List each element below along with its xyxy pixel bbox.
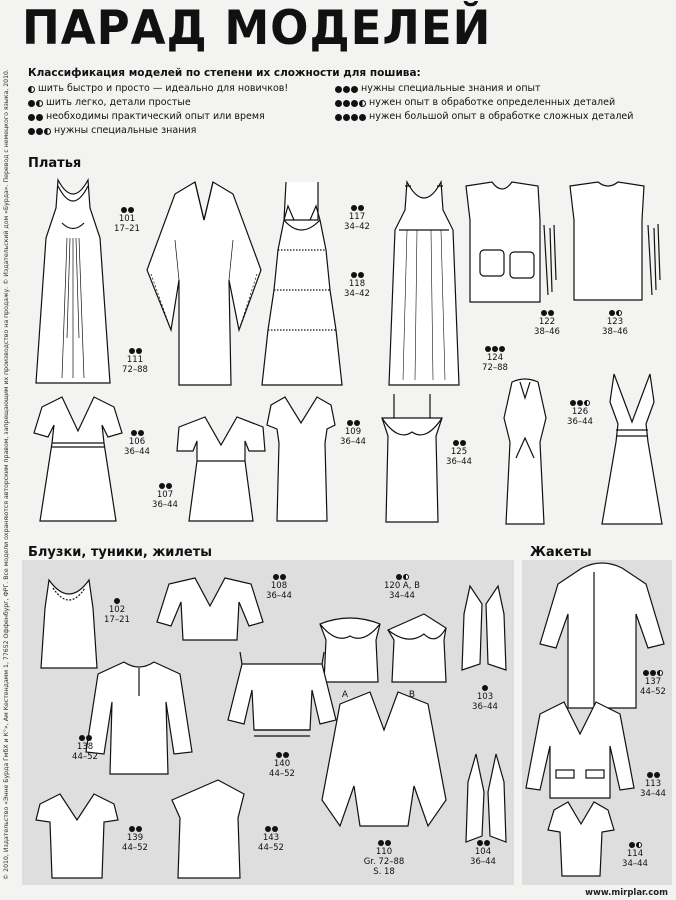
full-dot-icon bbox=[396, 574, 402, 580]
legend-item bbox=[28, 124, 288, 138]
model-number: 125 bbox=[450, 447, 468, 457]
full-dot-icon bbox=[453, 440, 459, 446]
half-dot-icon bbox=[28, 86, 35, 93]
full-dot-icon bbox=[28, 100, 35, 107]
difficulty-dots bbox=[380, 574, 424, 580]
model-tag-109 bbox=[336, 420, 370, 447]
figure-dress-101 bbox=[32, 178, 114, 388]
full-dot-icon bbox=[272, 826, 278, 832]
figure-dress-111 bbox=[145, 180, 263, 390]
difficulty-dots bbox=[335, 86, 358, 93]
full-dot-icon bbox=[273, 574, 279, 580]
full-dot-icon bbox=[643, 670, 649, 676]
full-dot-icon bbox=[351, 272, 357, 278]
difficulty-dots bbox=[120, 430, 154, 436]
full-dot-icon bbox=[609, 310, 615, 316]
legend-text: нужны специальные знания bbox=[54, 125, 197, 136]
full-dot-icon bbox=[629, 842, 635, 848]
figure-top-102 bbox=[35, 578, 103, 673]
full-dot-icon bbox=[335, 86, 342, 93]
full-dot-icon bbox=[647, 772, 653, 778]
figure-tunic-123 bbox=[568, 180, 666, 308]
full-dot-icon bbox=[335, 114, 342, 121]
model-tag-107 bbox=[148, 483, 182, 510]
figure-dress-126-a bbox=[490, 378, 560, 528]
difficulty-dots bbox=[468, 685, 502, 691]
figure-dress-126-b bbox=[596, 372, 668, 528]
model-sizes: 36–44 bbox=[470, 857, 496, 867]
model-sizes: 17–21 bbox=[114, 224, 140, 234]
figure-tunic-110 bbox=[320, 690, 448, 838]
model-tag-104 bbox=[466, 840, 500, 867]
model-tag-126 bbox=[563, 400, 597, 427]
model-number: 103 bbox=[476, 692, 494, 702]
model-extra: S. 18 bbox=[373, 867, 395, 877]
figure-top-139 bbox=[34, 792, 120, 882]
difficulty-dots bbox=[110, 207, 144, 213]
difficulty-dots bbox=[335, 114, 366, 121]
full-dot-icon bbox=[265, 826, 271, 832]
full-dot-icon bbox=[351, 114, 358, 121]
model-sizes: 36–44 bbox=[152, 500, 178, 510]
legend-right bbox=[335, 82, 633, 124]
full-dot-icon bbox=[114, 598, 120, 604]
half-dot-icon bbox=[44, 128, 51, 135]
model-sizes: 34–44 bbox=[640, 789, 666, 799]
model-number: 138 bbox=[76, 742, 94, 752]
difficulty-dots bbox=[340, 205, 374, 211]
model-number: 110 bbox=[375, 847, 393, 857]
model-number: 123 bbox=[606, 317, 624, 327]
model-tag-122 bbox=[530, 310, 564, 337]
model-sizes: 44–52 bbox=[72, 752, 98, 762]
letter-b: B bbox=[408, 690, 416, 700]
full-dot-icon bbox=[650, 670, 656, 676]
model-tag-118 bbox=[340, 272, 374, 299]
model-tag-125 bbox=[442, 440, 476, 467]
figure-dress-125 bbox=[378, 392, 446, 526]
difficulty-dots bbox=[336, 420, 370, 426]
figure-top-120b bbox=[384, 610, 452, 688]
difficulty-dots bbox=[265, 752, 299, 758]
full-dot-icon bbox=[570, 400, 576, 406]
legend-left bbox=[28, 82, 288, 138]
model-number: 126 bbox=[571, 407, 589, 417]
full-dot-icon bbox=[351, 100, 358, 107]
figure-dress-109 bbox=[265, 395, 337, 525]
figure-dress-117 bbox=[258, 180, 346, 392]
full-dot-icon bbox=[131, 430, 137, 436]
figure-blouse-108 bbox=[155, 576, 265, 644]
figure-top-143 bbox=[168, 778, 250, 882]
difficulty-dots bbox=[100, 598, 134, 604]
full-dot-icon bbox=[36, 114, 43, 121]
difficulty-dots bbox=[563, 400, 597, 406]
model-sizes: 36–44 bbox=[567, 417, 593, 427]
model-tag-103 bbox=[468, 685, 502, 712]
full-dot-icon bbox=[482, 685, 488, 691]
model-number: 139 bbox=[126, 833, 144, 843]
full-dot-icon bbox=[79, 735, 85, 741]
difficulty-dots bbox=[636, 772, 670, 778]
model-number: 106 bbox=[128, 437, 146, 447]
full-dot-icon bbox=[347, 420, 353, 426]
legend-text: необходимы практический опыт или время bbox=[46, 111, 265, 122]
difficulty-dots bbox=[598, 310, 632, 316]
model-tag-123 bbox=[598, 310, 632, 337]
model-tag-106 bbox=[120, 430, 154, 457]
figure-dress-107 bbox=[175, 415, 267, 525]
model-tag-117 bbox=[340, 205, 374, 232]
model-number: 109 bbox=[344, 427, 362, 437]
model-sizes: 34–44 bbox=[389, 591, 415, 601]
model-sizes: 34–44 bbox=[622, 859, 648, 869]
model-sizes: 36–44 bbox=[340, 437, 366, 447]
model-number: 122 bbox=[538, 317, 556, 327]
model-tag-114 bbox=[618, 842, 652, 869]
full-dot-icon bbox=[541, 310, 547, 316]
full-dot-icon bbox=[86, 735, 92, 741]
legend-text: шить легко, детали простые bbox=[46, 97, 191, 108]
difficulty-dots bbox=[148, 483, 182, 489]
legend-item bbox=[335, 110, 633, 124]
difficulty-dots bbox=[28, 114, 43, 121]
model-tag-137 bbox=[636, 670, 670, 697]
full-dot-icon bbox=[577, 400, 583, 406]
full-dot-icon bbox=[499, 346, 505, 352]
full-dot-icon bbox=[138, 430, 144, 436]
figure-vest-103 bbox=[458, 584, 510, 674]
model-number: 108 bbox=[270, 581, 288, 591]
model-sizes: 36–44 bbox=[472, 702, 498, 712]
half-dot-icon bbox=[403, 574, 409, 580]
model-number: 120 A, B bbox=[384, 581, 420, 591]
legend-text: нужны специальные знания и опыт bbox=[361, 83, 541, 94]
copyright-vertical: © 2010, Издательство «Энне Бурда ГмбХ и К°», Ам Кестендамм 1, 77652 Оффенбург, ФРГ. Все модели охраняются авторским правом, запрещающим их производство на продажу. © Издательский дом «Бурда». Перевод с немецкого языка, 2010. bbox=[3, 69, 10, 880]
full-dot-icon bbox=[359, 114, 366, 121]
half-dot-icon bbox=[657, 670, 663, 676]
model-number: 117 bbox=[348, 212, 366, 222]
legend-item bbox=[28, 96, 288, 110]
full-dot-icon bbox=[136, 826, 142, 832]
model-number: 140 bbox=[273, 759, 291, 769]
model-tag-138 bbox=[68, 735, 102, 762]
full-dot-icon bbox=[358, 205, 364, 211]
model-sizes: 44–52 bbox=[122, 843, 148, 853]
difficulty-dots bbox=[530, 310, 564, 316]
model-sizes: Gr. 72–88 bbox=[363, 857, 405, 867]
difficulty-dots bbox=[68, 735, 102, 741]
full-dot-icon bbox=[343, 86, 350, 93]
full-dot-icon bbox=[36, 128, 43, 135]
full-dot-icon bbox=[351, 86, 358, 93]
full-dot-icon bbox=[129, 348, 135, 354]
model-sizes: 17–21 bbox=[104, 615, 130, 625]
half-dot-icon bbox=[36, 100, 43, 107]
half-dot-icon bbox=[584, 400, 590, 406]
figure-tunic-122 bbox=[462, 180, 560, 310]
model-number: 124 bbox=[486, 353, 504, 363]
full-dot-icon bbox=[28, 114, 35, 121]
full-dot-icon bbox=[276, 752, 282, 758]
difficulty-dots bbox=[478, 346, 512, 352]
full-dot-icon bbox=[477, 840, 483, 846]
model-tag-140 bbox=[265, 752, 299, 779]
full-dot-icon bbox=[485, 346, 491, 352]
difficulty-dots bbox=[362, 840, 406, 846]
model-tag-108 bbox=[262, 574, 296, 601]
section-title-jackets: Жакеты bbox=[530, 545, 592, 560]
model-number: 102 bbox=[108, 605, 126, 615]
model-sizes: 44–52 bbox=[269, 769, 295, 779]
difficulty-dots bbox=[28, 128, 51, 135]
model-tag-113 bbox=[636, 772, 670, 799]
figure-dress-124 bbox=[385, 180, 463, 390]
figure-vest-104 bbox=[460, 752, 512, 848]
full-dot-icon bbox=[358, 272, 364, 278]
model-number: 101 bbox=[118, 214, 136, 224]
difficulty-dots bbox=[262, 574, 296, 580]
difficulty-dots bbox=[28, 86, 35, 93]
full-dot-icon bbox=[343, 100, 350, 107]
legend-text: шить быстро и просто — идеально для новичков! bbox=[38, 83, 289, 94]
model-number: 143 bbox=[262, 833, 280, 843]
legend-text: нужен опыт в обработке определенных деталей bbox=[369, 97, 616, 108]
model-sizes: 38–46 bbox=[534, 327, 560, 337]
model-tag-110 bbox=[362, 840, 406, 877]
model-tag-102 bbox=[100, 598, 134, 625]
model-sizes: 72–88 bbox=[122, 365, 148, 375]
full-dot-icon bbox=[354, 420, 360, 426]
section-title-dresses: Платья bbox=[28, 156, 82, 171]
model-sizes: 36–44 bbox=[266, 591, 292, 601]
model-tag-143 bbox=[254, 826, 288, 853]
full-dot-icon bbox=[129, 826, 135, 832]
full-dot-icon bbox=[28, 128, 35, 135]
full-dot-icon bbox=[460, 440, 466, 446]
model-sizes: 36–44 bbox=[446, 457, 472, 467]
full-dot-icon bbox=[136, 348, 142, 354]
figure-dress-106 bbox=[32, 395, 124, 525]
full-dot-icon bbox=[385, 840, 391, 846]
model-sizes: 44–52 bbox=[258, 843, 284, 853]
legend-text: нужен большой опыт в обработке сложных деталей bbox=[369, 111, 634, 122]
model-tag-139 bbox=[118, 826, 152, 853]
model-tag-120 bbox=[380, 574, 424, 601]
full-dot-icon bbox=[280, 574, 286, 580]
difficulty-dots bbox=[118, 348, 152, 354]
full-dot-icon bbox=[159, 483, 165, 489]
model-number: 107 bbox=[156, 490, 174, 500]
full-dot-icon bbox=[128, 207, 134, 213]
figure-jacket-114 bbox=[546, 800, 616, 880]
full-dot-icon bbox=[166, 483, 172, 489]
half-dot-icon bbox=[616, 310, 622, 316]
model-tag-111 bbox=[118, 348, 152, 375]
full-dot-icon bbox=[335, 100, 342, 107]
difficulty-dots bbox=[636, 670, 670, 676]
full-dot-icon bbox=[654, 772, 660, 778]
full-dot-icon bbox=[351, 205, 357, 211]
difficulty-dots bbox=[340, 272, 374, 278]
full-dot-icon bbox=[378, 840, 384, 846]
section-title-blouses: Блузки, туники, жилеты bbox=[28, 545, 213, 560]
model-tag-101 bbox=[110, 207, 144, 234]
model-sizes: 72–88 bbox=[482, 363, 508, 373]
model-number: 137 bbox=[644, 677, 662, 687]
figure-jacket-113 bbox=[524, 700, 636, 802]
model-number: 104 bbox=[474, 847, 492, 857]
model-sizes: 38–46 bbox=[602, 327, 628, 337]
difficulty-dots bbox=[118, 826, 152, 832]
legend-item bbox=[28, 110, 288, 124]
difficulty-dots bbox=[618, 842, 652, 848]
full-dot-icon bbox=[343, 114, 350, 121]
page-title: ПАРАД МОДЕЛЕЙ bbox=[22, 1, 492, 56]
model-number: 114 bbox=[626, 849, 644, 859]
legend-item bbox=[28, 82, 288, 96]
model-sizes: 34–42 bbox=[344, 222, 370, 232]
difficulty-dots bbox=[254, 826, 288, 832]
model-sizes: 34–42 bbox=[344, 289, 370, 299]
model-tag-124 bbox=[478, 346, 512, 373]
model-number: 118 bbox=[348, 279, 366, 289]
difficulty-dots bbox=[466, 840, 500, 846]
legend-item bbox=[335, 96, 633, 110]
full-dot-icon bbox=[283, 752, 289, 758]
difficulty-dots bbox=[442, 440, 476, 446]
footer-url: www.mirplar.com bbox=[585, 888, 668, 898]
legend-item bbox=[335, 82, 633, 96]
full-dot-icon bbox=[492, 346, 498, 352]
half-dot-icon bbox=[359, 100, 366, 107]
model-number: 111 bbox=[126, 355, 144, 365]
model-number: 113 bbox=[644, 779, 662, 789]
difficulty-dots bbox=[28, 100, 43, 107]
full-dot-icon bbox=[484, 840, 490, 846]
half-dot-icon bbox=[636, 842, 642, 848]
full-dot-icon bbox=[548, 310, 554, 316]
legend-heading: Классификация моделей по степени их сложности для пошива: bbox=[28, 67, 421, 79]
full-dot-icon bbox=[121, 207, 127, 213]
letter-a: A bbox=[341, 690, 349, 700]
model-sizes: 44–52 bbox=[640, 687, 666, 697]
model-sizes: 36–44 bbox=[124, 447, 150, 457]
difficulty-dots bbox=[335, 100, 366, 107]
